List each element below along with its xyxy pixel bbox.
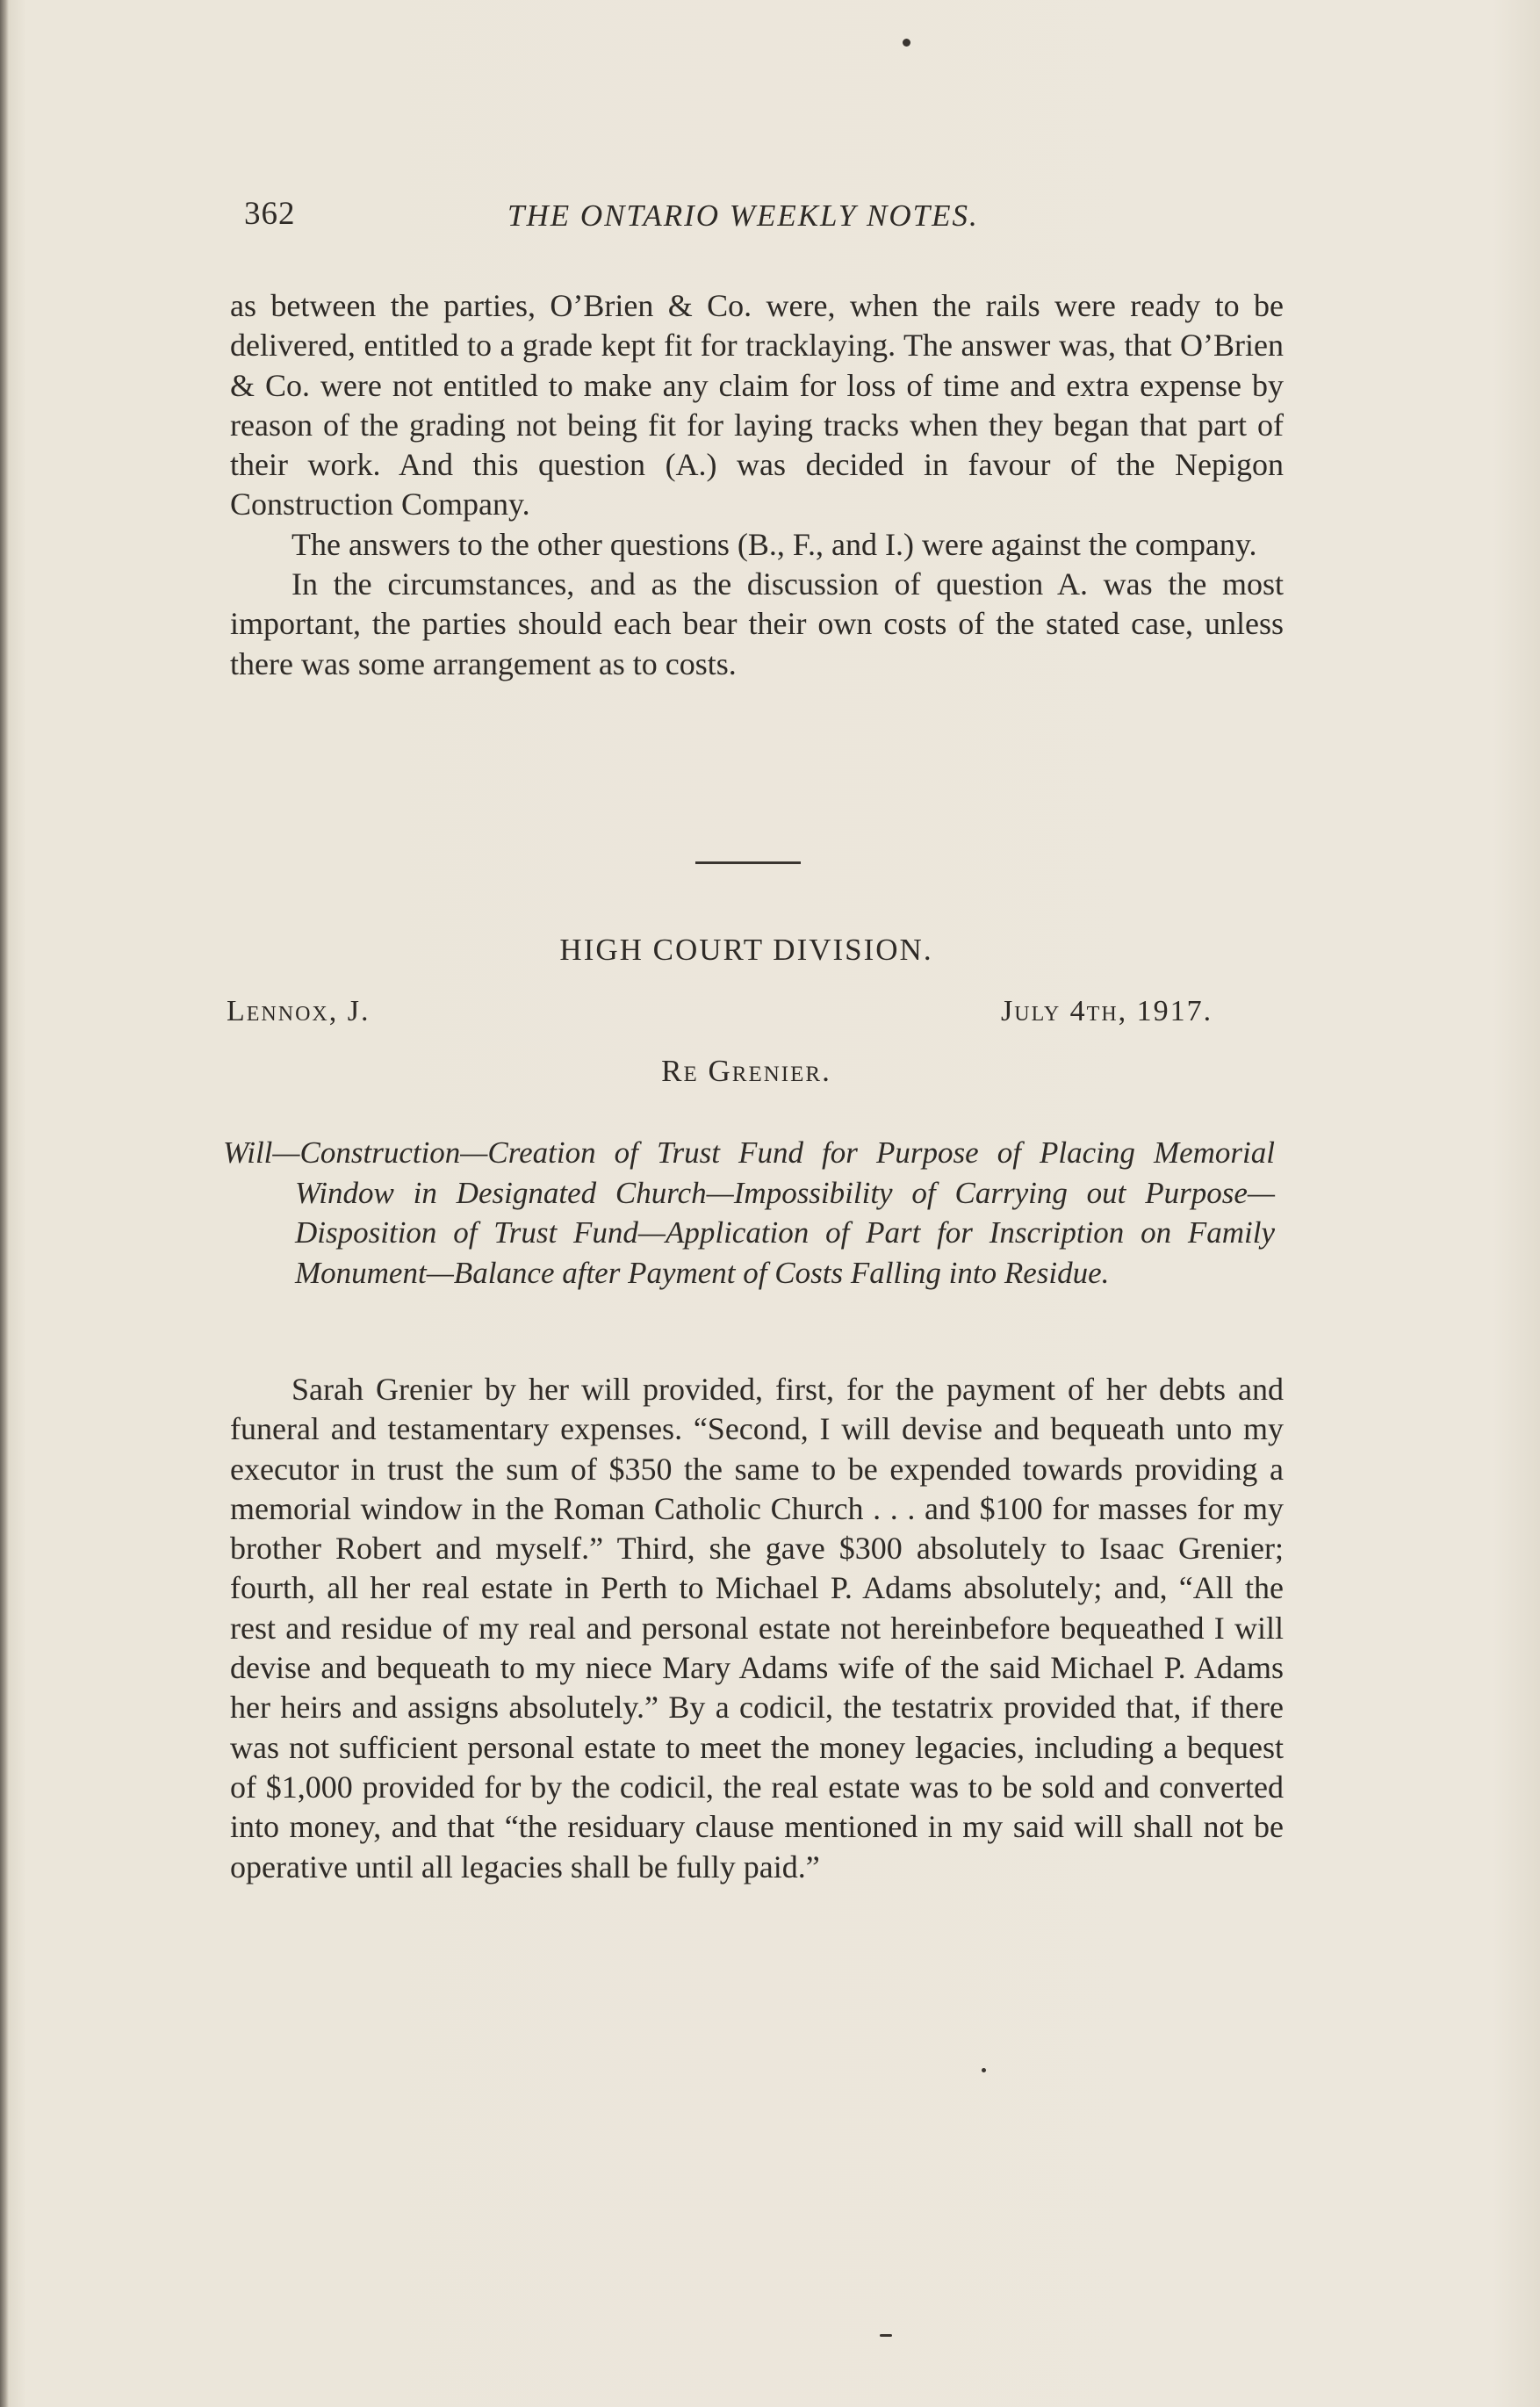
ink-speck [903, 39, 910, 47]
judge-name: Lennox, J. [227, 995, 371, 1027]
continuation-text [230, 286, 1284, 684]
running-title: THE ONTARIO WEEKLY NOTES. [507, 198, 979, 233]
headnote: Will—Construction—Creation of Trust Fund for Purpose of Placing Memorial Window in Designated Church—Impossibility of Carrying out Purpose—Disposition of Trust Fund—Application of Part for Inscription on Family Monument—Balance after Payment of Costs Falling into Residue. [223, 1135, 1275, 1290]
binding-edge [0, 0, 9, 2407]
continuation-paragraph: as between the parties, O’Brien & Co. were, when the rails were ready to be delivered, entitled to a grade kept fit for tracklaying. The answer was, that O’Brien & Co. were not entitled to make any claim for loss of time and extra expense by reason of the grading not being fit for laying tracks when they began that part of their work. And this question (A.) was decided in favour of the Nepigon Construction Company. [230, 288, 1284, 522]
ink-speck [982, 2068, 986, 2072]
case-title: Re Grenier. [661, 1054, 831, 1088]
continuation-paragraph: In the circumstances, and as the discussion of question A. was the most important, the parties should each bear their own costs of the stated case, unless there was some arrangement as to costs. [230, 566, 1284, 681]
ink-speck [880, 2334, 892, 2337]
body-paragraph: Sarah Grenier by her will provided, first, for the payment of her debts and funeral and testamentary expenses. “Second, I will devise and bequeath unto my executor in trust the sum of $350 the same to be expended towards providing a memorial window in the Roman Catholic Church . . . and $100 for masses for my brother Robert and myself.” Third, she gave $300 absolutely to Isaac Grenier; fourth, all her real estate in Perth to Michael P. Adams absolutely; and, “All the rest and residue of my real and personal estate not hereinbefore bequeathed I will devise and bequeath to my niece Mary Adams wife of the said Michael P. Adams her heirs and assigns absolutely.” By a codicil, the testatrix provided that, if there was not sufficient personal estate to meet the money legacies, including a bequest of $1,000 provided for by the codicil, the real estate was to be sold and converted into money, and that “the residuary clause mentioned in my said will shall not be operative until all legacies shall be fully paid.” [230, 1372, 1284, 1885]
continuation-paragraph: The answers to the other questions (B., F., and I.) were against the company. [291, 526, 1257, 562]
body-text [230, 1370, 1284, 1887]
division-title: HIGH COURT DIVISION. [559, 933, 933, 967]
page-header [244, 195, 1280, 248]
judgment-date: July 4th, 1917. [1001, 995, 1213, 1027]
page-number: 362 [244, 196, 296, 232]
section-divider [695, 861, 801, 864]
